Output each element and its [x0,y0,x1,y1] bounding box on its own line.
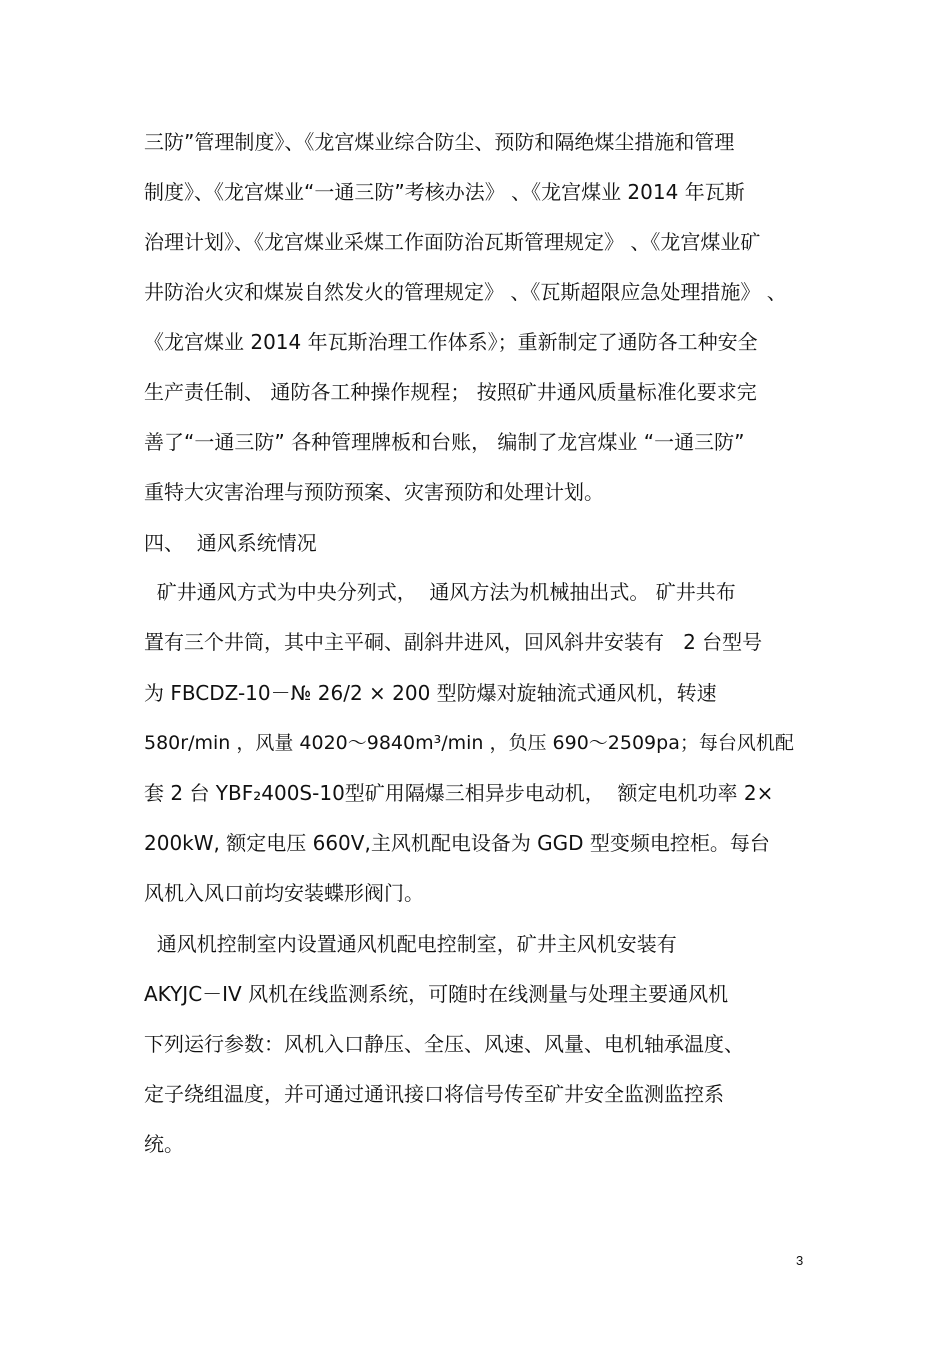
text-line: 《龙宫煤业 2014 年瓦斯治理工作体系》；重新制定了通防各工种安全 [144,330,758,354]
text-line: 580r/min ，风量 4020～9840m³/min ，负压 690～2509pa；每台风机配 [144,732,794,754]
text-line: 三防”管理制度》、《龙宫煤业综合防尘、预防和隔绝煤尘措施和管理 [144,130,735,154]
text-line: 生产责任制、 通防各工种操作规程； 按照矿井通风质量标准化要求完 [144,380,757,404]
text-line: 井防治火灾和煤炭自然发火的管理规定》 、《瓦斯超限应急处理措施》 、 [144,280,787,304]
text-line: 下列运行参数：风机入口静压、全压、风速、风量、电机轴承温度、 [144,1032,744,1056]
text-line: 善了“一通三防” 各种管理牌板和台账， 编制了龙宫煤业 “一通三防” [144,430,745,454]
section-heading: 四、 通风系统情况 [144,531,317,555]
text-line: 套 2 台 YBF₂400S-10型矿用隔爆三相异步电动机， 额定电机功率 2× [144,781,774,805]
text-line: 定子绕组温度，并可通过通讯接口将信号传至矿井安全监测监控系 [144,1082,724,1106]
text-line: 200kW, 额定电压 660V,主风机配电设备为 GGD 型变频电控柜。每台 [144,831,770,855]
text-line: 重特大灾害治理与预防预案、灾害预防和处理计划。 [144,480,604,504]
page-number: 3 [796,1253,804,1268]
text-line: 为 FBCDZ-10－№ 26/2 × 200 型防爆对旋轴流式通风机，转速 [144,681,717,705]
text-line: 制度》、《龙宫煤业“一通三防”考核办法》 、《龙宫煤业 2014 年瓦斯 [144,180,745,204]
text-line: AKYJC－IV 风机在线监测系统，可随时在线测量与处理主要通风机 [144,982,729,1006]
text-line: 矿井通风方式为中央分列式， 通风方法为机械抽出式。 矿井共布 [144,580,736,604]
text-line: 通风机控制室内设置通风机配电控制室，矿井主风机安装有 [144,932,677,956]
text-line: 置有三个井筒，其中主平硐、副斜井进风，回风斜井安装有 2 台型号 [144,630,763,654]
text-line: 风机入风口前均安装蝶形阀门。 [144,881,424,905]
text-line: 统。 [144,1132,184,1156]
text-line: 治理计划》、《龙宫煤业采煤工作面防治瓦斯管理规定》 、《龙宫煤业矿 [144,230,761,254]
